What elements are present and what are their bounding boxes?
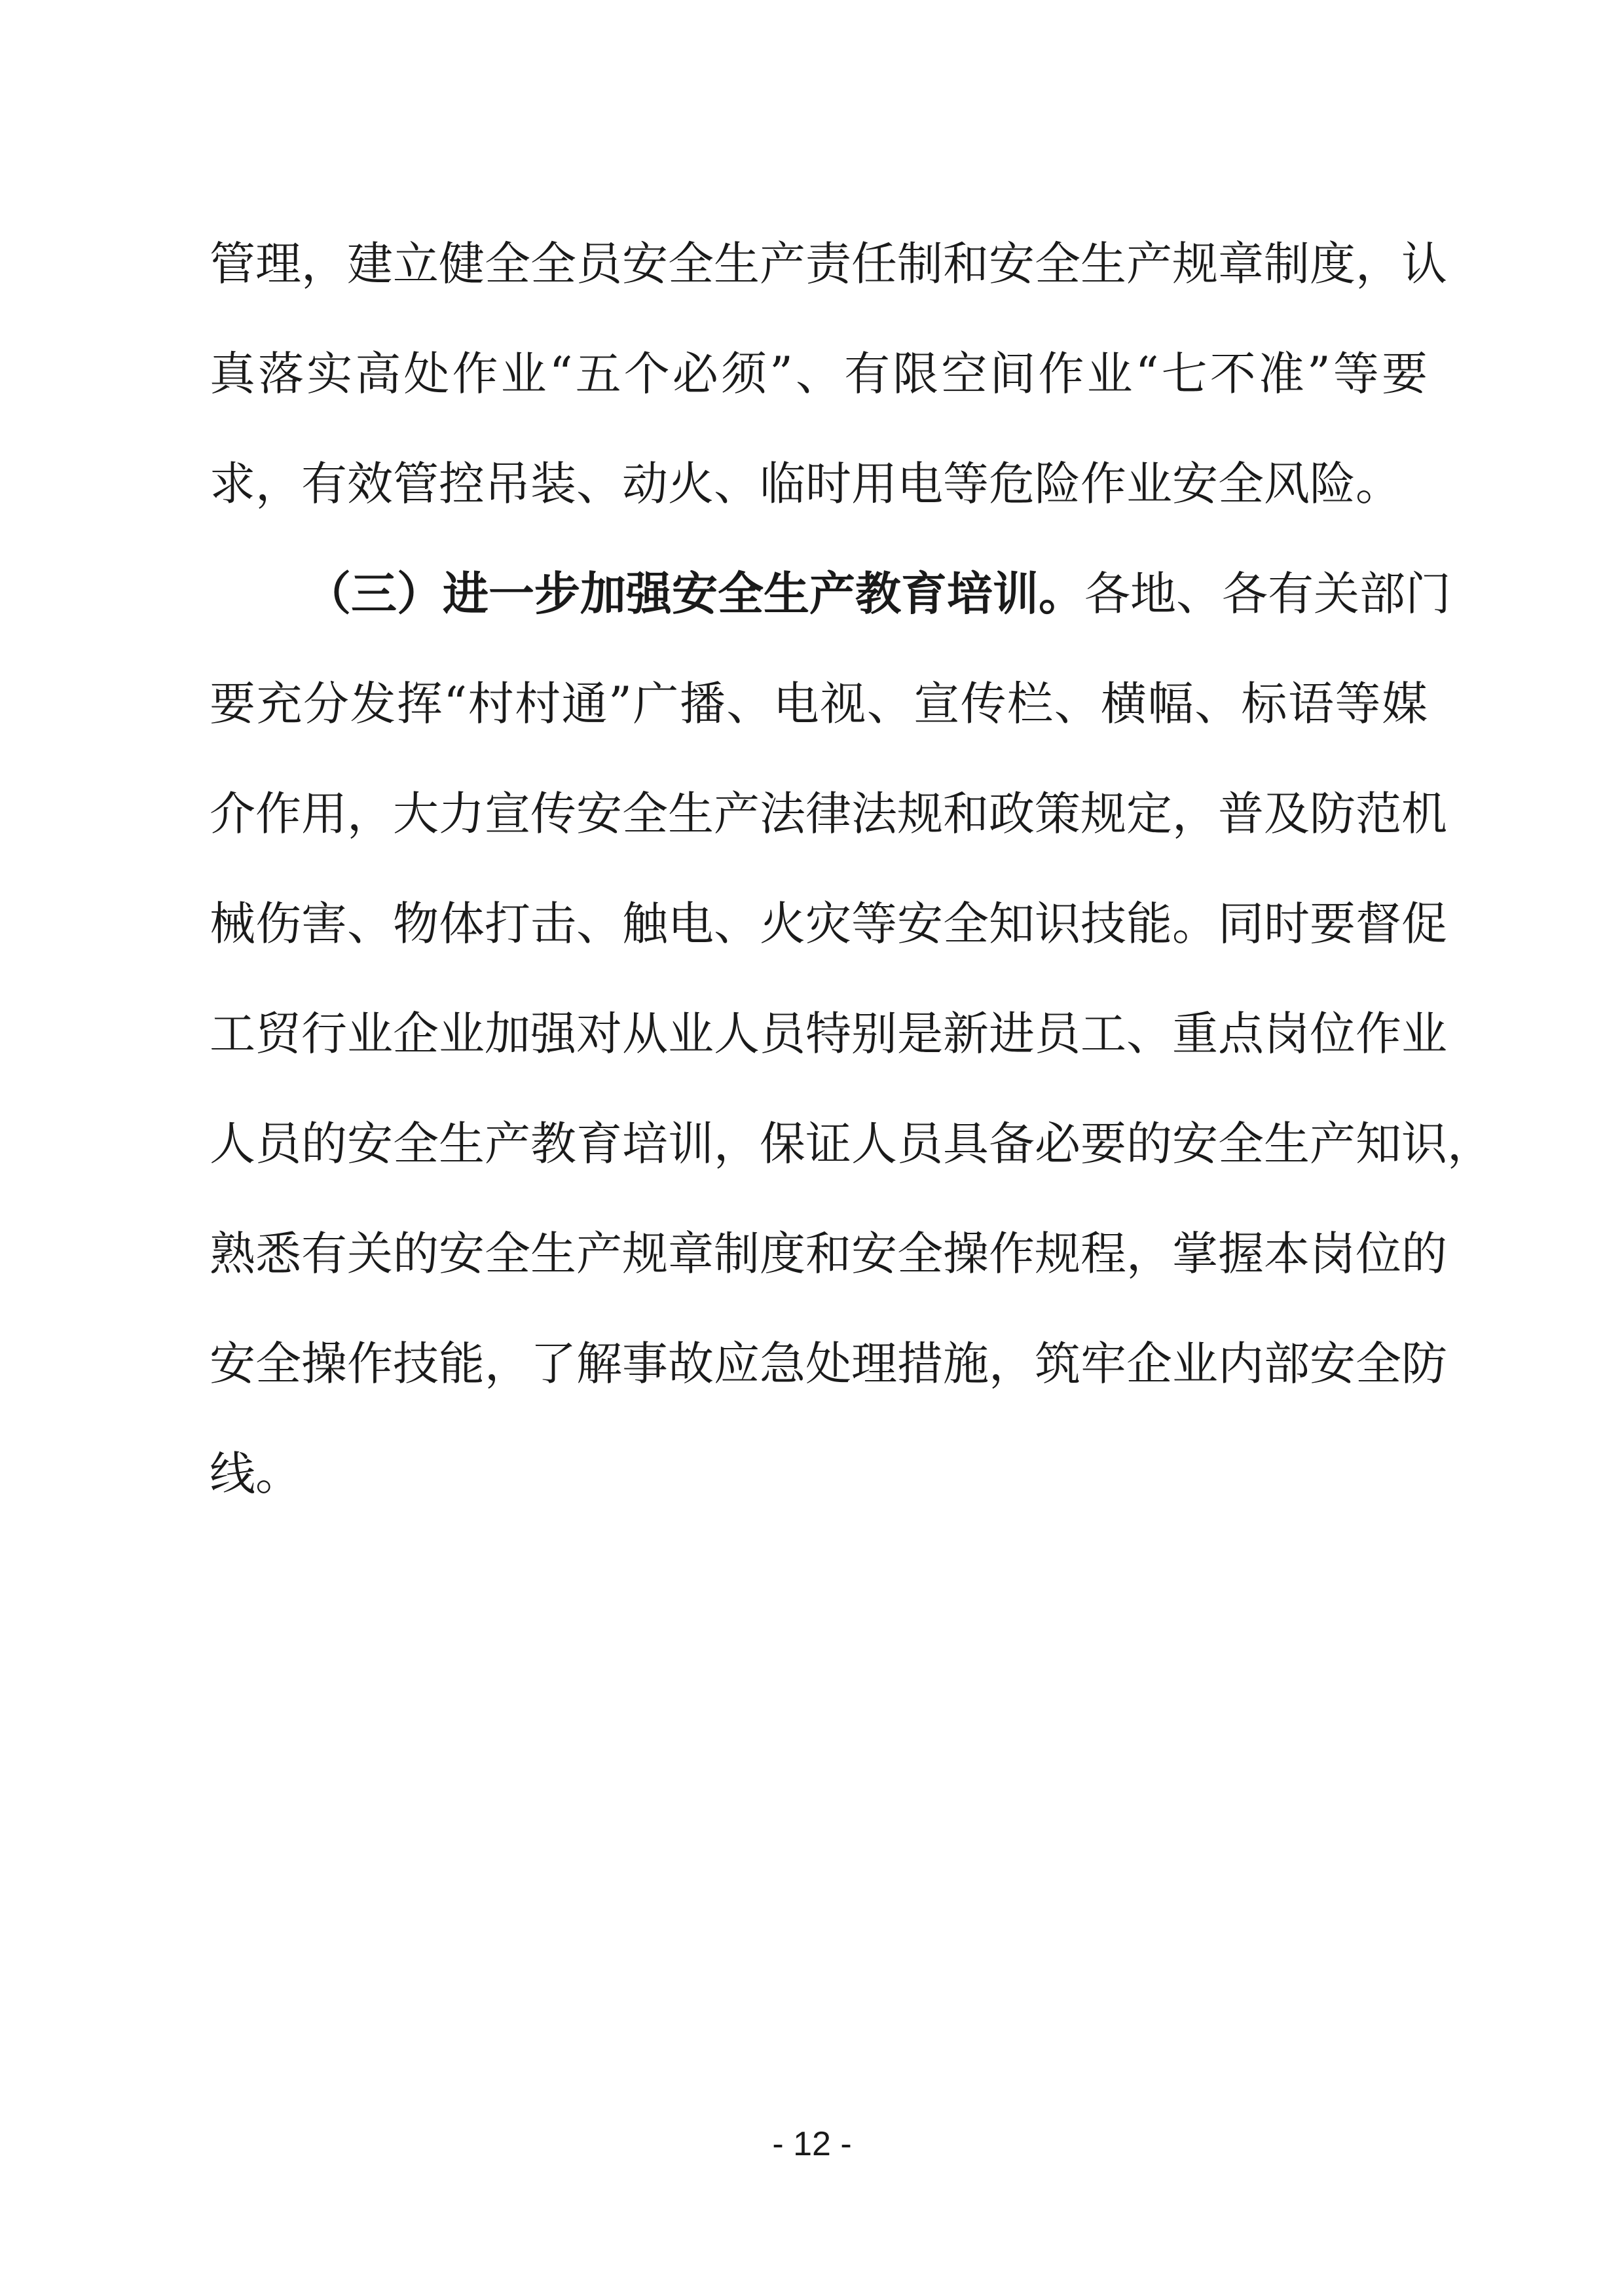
paragraph2-line-4: 械伤害、物体打击、触电、火灾等安全知识技能。同时要督促 [210,897,1447,951]
paragraph2-line-1-rest: 各地、各有关部门 [1084,567,1451,621]
paragraph2-line-5: 工贸行业企业加强对从业人员特别是新进员工、重点岗位作业 [210,1007,1447,1061]
paragraph1-line-3: 求，有效管控吊装、动火、临时用电等危险作业安全风险。 [210,457,1401,511]
paragraph2-line-6: 人员的安全生产教育培训，保证人员具备必要的安全生产知识， [210,1117,1493,1171]
paragraph2-line-7: 熟悉有关的安全生产规章制度和安全操作规程，掌握本岗位的 [210,1227,1447,1281]
page-number: - 12 - [772,2125,852,2163]
paragraph2-line-1 [210,551,1451,661]
paragraph2-line-3: 介作用，大力宣传安全生产法律法规和政策规定，普及防范机 [210,787,1447,841]
paragraph1-line-1: 管理，建立健全全员安全生产责任制和安全生产规章制度，认 [210,237,1447,291]
paragraph1-line-2: 真落实高处作业“五个必须”、有限空间作业“七不准”等要 [210,347,1428,401]
section-heading: （三）进一步加强安全生产教育培训。 [305,566,1084,621]
paragraph2-line-8: 安全操作技能，了解事故应急处理措施，筑牢企业内部安全防 [210,1337,1447,1391]
body-text [210,221,1493,1541]
paragraph2-line-9: 线。 [210,1447,301,1501]
paragraph2-line-2: 要充分发挥“村村通”广播、电视、宣传栏、横幅、标语等媒 [210,677,1428,731]
